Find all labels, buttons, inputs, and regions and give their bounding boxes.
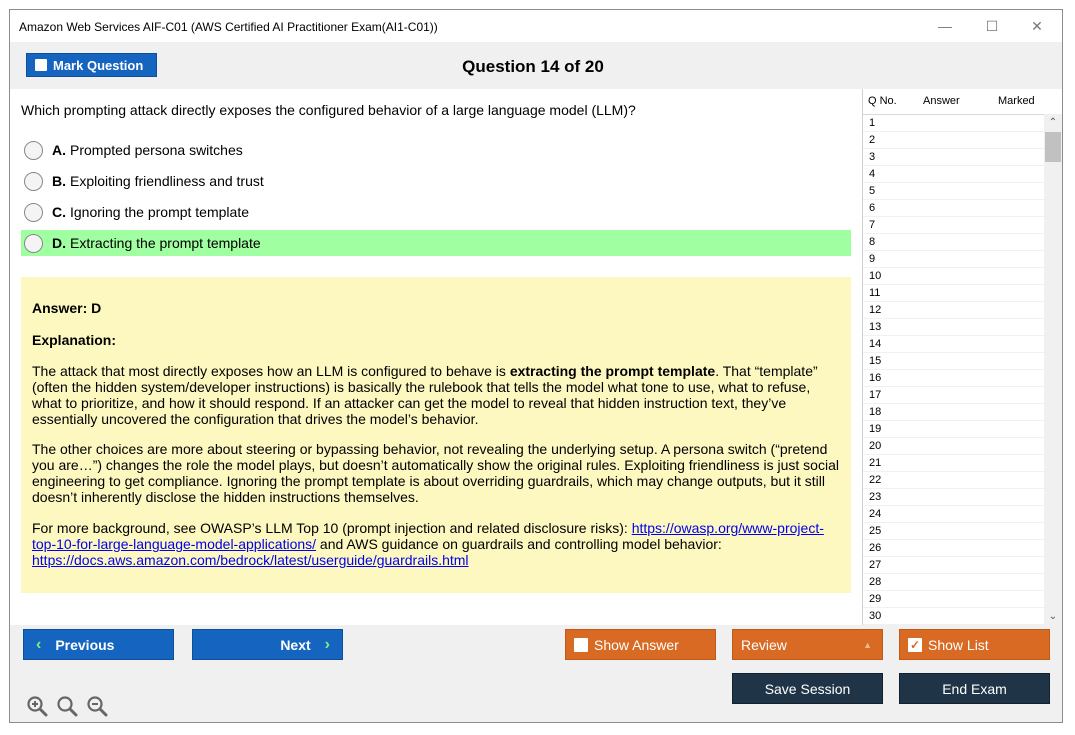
question-list-row[interactable]: 25 [863, 523, 1044, 540]
review-label: Review [741, 636, 787, 653]
paragraph-text: . That “template” (often the hidden system/developer instructions) is basically the rulebook that tells the model what tone to use, what to refuse, what to prioritize, and how it should respond. If an attacker can get the model to reveal that hidden instruction text, they’ve essentially uncovered the configuration that drives the model’s behavior. [32, 363, 818, 427]
explanation-paragraph-1 [32, 363, 842, 427]
question-list-row[interactable]: 20 [863, 438, 1044, 455]
option-a[interactable] [21, 137, 851, 163]
paragraph-text: The attack that most directly exposes how an LLM is configured to behave is [32, 363, 510, 379]
option-text: Prompted persona switches [70, 142, 243, 158]
question-list-row[interactable]: 15 [863, 353, 1044, 370]
question-list-row[interactable]: 27 [863, 557, 1044, 574]
qno-column-header[interactable]: Q No. [868, 95, 897, 107]
zoom-out-icon[interactable] [86, 695, 108, 717]
question-list-row[interactable]: 22 [863, 472, 1044, 489]
zoom-reset-icon[interactable] [56, 695, 78, 717]
question-panel [10, 89, 862, 625]
question-list-row[interactable]: 8 [863, 234, 1044, 251]
aws-guardrails-link[interactable]: https://docs.aws.amazon.com/bedrock/latest/userguide/guardrails.html [32, 552, 469, 568]
question-list-row[interactable]: 11 [863, 285, 1044, 302]
question-list-panel [862, 89, 1062, 625]
paragraph-bold-text: extracting the prompt template [509, 363, 716, 379]
question-list-row[interactable]: 1 [863, 115, 1044, 132]
answer-line: Answer: D [32, 300, 102, 316]
question-list-row[interactable]: 9 [863, 251, 1044, 268]
close-button[interactable]: ✕ [1031, 18, 1043, 34]
question-list-row[interactable]: 2 [863, 132, 1044, 149]
scroll-up-icon[interactable]: ⌃ [1048, 117, 1058, 128]
zoom-in-icon[interactable] [26, 695, 48, 717]
question-list-row[interactable]: 28 [863, 574, 1044, 591]
mark-question-label: Mark Question [53, 57, 144, 73]
question-counter: Question 14 of 20 [462, 57, 604, 76]
question-list[interactable] [863, 114, 1044, 625]
scroll-thumb[interactable] [1045, 132, 1061, 162]
review-dropdown[interactable] [732, 629, 883, 660]
scroll-down-icon[interactable]: ⌄ [1048, 611, 1058, 622]
option-text: Exploiting friendliness and trust [70, 173, 264, 189]
title-bar [10, 10, 1062, 42]
paragraph-text: For more background, see OWASP’s LLM Top 10 (prompt injection and related disclosure risks): [32, 520, 632, 536]
marked-column-header[interactable]: Marked [998, 95, 1035, 107]
maximize-button[interactable]: ☐ [985, 18, 999, 34]
question-list-row[interactable]: 24 [863, 506, 1044, 523]
question-list-row[interactable]: 6 [863, 200, 1044, 217]
question-list-row[interactable]: 3 [863, 149, 1044, 166]
question-list-scrollbar[interactable] [1044, 114, 1062, 625]
question-list-row[interactable]: 17 [863, 387, 1044, 404]
question-list-row[interactable]: 5 [863, 183, 1044, 200]
question-list-row[interactable]: 30 [863, 608, 1044, 625]
explanation-panel [21, 277, 851, 593]
caret-up-icon: ▲ [863, 639, 872, 650]
previous-button[interactable] [23, 629, 174, 660]
answer-column-header[interactable]: Answer [923, 95, 960, 107]
question-list-row[interactable]: 26 [863, 540, 1044, 557]
question-list-header [863, 89, 1063, 113]
question-list-row[interactable]: 23 [863, 489, 1044, 506]
next-label: Next [280, 636, 311, 653]
radio-button[interactable] [24, 234, 43, 253]
option-letter: D. [52, 235, 66, 251]
show-list-button[interactable] [899, 629, 1050, 660]
question-list-row[interactable]: 4 [863, 166, 1044, 183]
radio-button[interactable] [24, 141, 43, 160]
app-window [9, 9, 1063, 723]
option-c[interactable] [21, 199, 851, 225]
option-letter: C. [52, 204, 66, 220]
owasp-link[interactable]: https://owasp.org/www-project-top-10-for-large-language-model-applications/ [32, 520, 824, 552]
radio-button[interactable] [24, 203, 43, 222]
question-header [10, 42, 1062, 89]
footer-toolbar [10, 625, 1062, 722]
previous-label: Previous [55, 636, 115, 653]
show-list-label: Show List [928, 636, 989, 653]
chevron-left-icon: ‹ [36, 635, 42, 653]
question-text: Which prompting attack directly exposes the configured behavior of a large language model (LLM)? [21, 102, 636, 118]
question-list-row[interactable]: 18 [863, 404, 1044, 421]
option-letter: B. [52, 173, 66, 189]
option-d[interactable] [21, 230, 851, 256]
radio-button[interactable] [24, 172, 43, 191]
checkbox-icon [574, 638, 588, 652]
question-list-row[interactable]: 21 [863, 455, 1044, 472]
question-list-row[interactable]: 14 [863, 336, 1044, 353]
question-list-row[interactable]: 29 [863, 591, 1044, 608]
question-list-row[interactable]: 10 [863, 268, 1044, 285]
minimize-button[interactable]: — [938, 18, 952, 34]
question-list-row[interactable]: 7 [863, 217, 1044, 234]
show-answer-label: Show Answer [594, 636, 679, 653]
save-session-button[interactable]: Save Session [732, 673, 883, 704]
explanation-title: Explanation: [32, 332, 117, 348]
option-b[interactable] [21, 168, 851, 194]
option-text: Extracting the prompt template [70, 235, 261, 251]
end-exam-button[interactable]: End Exam [899, 673, 1050, 704]
question-list-row[interactable]: 16 [863, 370, 1044, 387]
paragraph-text: and AWS guidance on guardrails and controlling model behavior: [316, 536, 722, 552]
checkbox-checked-icon: ✓ [909, 637, 921, 652]
option-text: Ignoring the prompt template [70, 204, 249, 220]
next-button[interactable] [192, 629, 343, 660]
chevron-right-icon: › [324, 635, 330, 653]
option-letter: A. [52, 142, 66, 158]
question-list-row[interactable]: 12 [863, 302, 1044, 319]
question-list-row[interactable]: 13 [863, 319, 1044, 336]
explanation-paragraph-3 [32, 520, 842, 568]
window-title: Amazon Web Services AIF-C01 (AWS Certified AI Practitioner Exam(AI1-C01)) [19, 20, 438, 34]
question-list-row[interactable]: 19 [863, 421, 1044, 438]
show-answer-button[interactable] [565, 629, 716, 660]
explanation-paragraph-2: The other choices are more about steering or bypassing behavior, not revealing the underlying setup. A persona switch (“pretend you are…”) changes the role the model plays, but doesn’t automatically show the original rules. Exploiting friendliness is just social engineering to get compliance. Ignoring the prompt template is about overriding guardrails, which may change outputs, but it still doesn’t inherently disclose the hidden instructions themselves. [32, 441, 839, 505]
